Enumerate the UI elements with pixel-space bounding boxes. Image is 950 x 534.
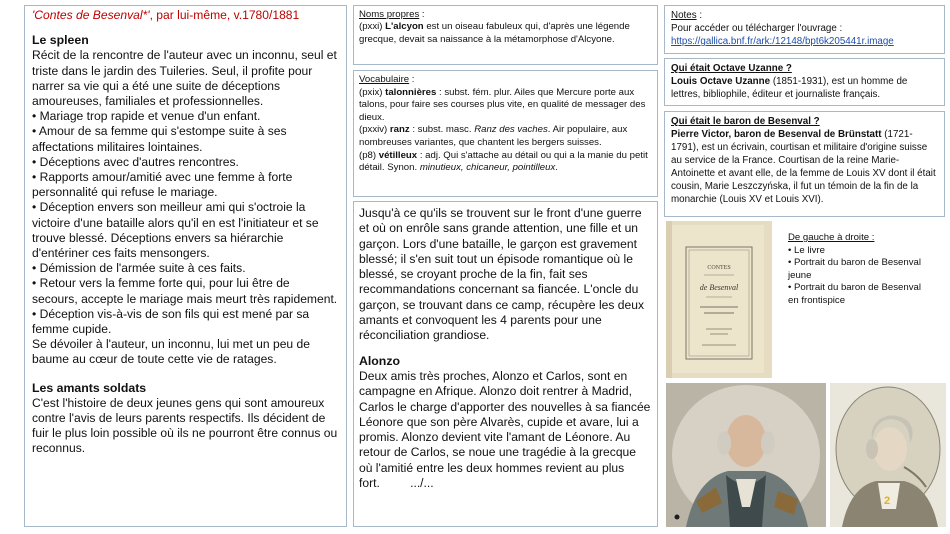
besenval-heading: Qui était le baron de Besenval ? [671,116,820,127]
spleen-line: • Amour de sa femme qui s'estompe suite à ses affectations militaires lointaines. [32,124,287,154]
summary-panel [24,5,347,527]
notes-box: Notes : Pour accéder ou télécharger l'ouvrage : https://gallica.bnf.fr/ark:/12148/bpt6k205441r.image [664,5,945,54]
vocabulary-definition-end: . Air populaire, aux nombreuses variantes, que chantent les bergers suisses. [359,124,628,148]
vocabulary-entry [359,150,652,175]
proper-noun-term: L'alcyon [385,21,424,33]
captions-heading: De gauche à droite : [788,232,875,243]
vocabulary-italic: Ranz des vaches [474,124,548,136]
spleen-line: • Déceptions avec d'autres rencontres. [32,154,239,169]
uzanne-name: Louis Octave Uzanne [671,76,771,87]
proper-nouns-box: Noms propres : (pxxi) L'alcyon est un oiseau fabuleux qui, d'après une légende grecque, devait sa naissance à la métamorphose d'Alcyone. [353,5,658,65]
besenval-box [664,111,945,217]
uzanne-box [664,58,945,106]
vocabulary-ref: (pxxiv) [359,124,388,136]
vocabulary-box: Vocabulaire : (pxix) talonnières : subst. fém. plur. Ailes que Mercure porte aux talons, pour faire ses courses plus vite, en qualité de messager des dieux. (pxxiv) ranz : subst. masc. Ranz des vaches. Air populaire, aux nombreuses variantes, que chantent les bergers suisses. (p8) vétilleux : adj. Qui s'attache au détail ou qui a la manie du petit détail. Synon. minutieux, chicaneur, pointilleux. [353,70,658,197]
vocabulary-definition: : subst. masc. [412,124,475,136]
book-cover-drawing [666,221,772,378]
caption-item: • Portrait du baron de Besenval jeune [788,257,921,281]
spleen-line: • Démission de l'armée suite à ces faits. [32,261,246,276]
vocabulary-definition: : adj. Qui s'attache au détail ou qui a la manie du petit détail. Synon. [359,149,648,174]
portrait-young-image [666,383,826,527]
vocabulary-definition-end: . [555,162,558,174]
caption-item: • Le livre [788,244,825,256]
vocabulary-term: ranz [389,124,410,136]
story-panel [353,201,658,527]
uzanne-text: (1851-1931), est un homme de lettres, bibliophile, éditeur et journaliste français. [671,76,908,100]
vocabulary-term: talonnières [385,86,437,98]
document-title [32,8,338,23]
section-heading-alonzo: Alonzo [359,353,400,368]
story-paragraph-2 [359,369,651,491]
proper-noun-definition: est un oiseau fabuleux qui, d'après une légende grecque, devait sa naissance à la métamorphose d'Alcyone. [359,21,630,45]
book-cover-image [666,221,772,378]
vocabulary-entry [359,87,652,125]
spleen-text [32,48,338,367]
spleen-line: • Retour vers la femme forte qui, pour lui être de secours, accepte le mariage mais meurt très rapidement. [32,276,338,306]
gallica-link[interactable]: https://gallica.bnf.fr/ark:/12148/bpt6k205441r.image [671,36,894,47]
vocabulary-definition: : subst. fém. plur. Ailes que Mercure porte aux talons, pour faire ses courses plus vite, en qualité de messager des dieux. [359,86,646,123]
besenval-text: (1721-1791), est un écrivain, courtisan et militaire d'origine suisse au service de la France. Courtisan de la reine Marie-Antoinette et avant elle, de la femme de Louis XV dont il était cousin, Marie Leszczyńska, il fut un témoin de la fin de la monarchie (Louis XV et Louis XVI). [671,129,936,205]
story-paragraph-1: Jusqu'à ce qu'ils se trouvent sur le front d'une guerre et où on enrôle sans grande attention, une fille et un garçon. Lors d'une bataille, le garçon est gravement blessé; il s'en suit tout un épisode romantique où le blessé, se croyant proche de la fin, fait ses recommandations concernant sa fiancée. L'oncle du garçon, se trouvant dans ce camp, récupère les deux amants et convoquent les 4 parents pour une réconciliation grandiose. [359,206,645,343]
book-title-large: de Besenval [699,283,739,292]
proper-nouns-heading: Noms propres [359,9,420,20]
title-work: 'Contes de Besenval*' [32,8,150,22]
section-heading-amants: Les amants soldats [32,380,147,395]
vocabulary-ref: (p8) [359,149,377,161]
portrait-young-drawing [666,383,826,527]
besenval-name: Pierre Victor, baron de Besenval de Brünstatt [671,129,882,140]
amants-text: C'est l'histoire de deux jeunes gens qui sont amoureux contre l'avis de leurs parents respectifs. Ils décident de fuir le plus loin possible où ils ne pourront être connus ou reconnus. [32,395,338,456]
title-rest: , par lui-même, v.1780/1881 [149,8,300,22]
vocabulary-heading: Vocabulaire [359,74,410,85]
spleen-line: • Déception vis-à-vis de son fils qui est mené par sa femme cupide. [32,306,310,337]
vocabulary-italic: minutieux, chicaneur, pointilleux [419,162,556,174]
spleen-line: • Mariage trop rapide et venue d'un enfant. [32,109,261,124]
vocabulary-list [359,87,652,175]
proper-noun-ref: (pxxi) [359,21,383,33]
portrait-frontispiece-image [830,383,946,527]
book-title-small: CONTES [707,265,731,271]
portrait-number: 2 [884,495,891,507]
spleen-line: • Déception envers son meilleur ami qui s'octroie la victoire d'une bataille alors qu'il en est l'initiateur et se trouve blessé. Déceptions envers sa hiérarchie d'entériner ces faits mensongers. [32,200,319,261]
uzanne-heading: Qui était Octave Uzanne ? [671,63,792,74]
caption-item: • Portrait du baron de Besenval en frontispice [788,282,921,306]
image-captions [788,232,928,308]
vocabulary-ref: (pxix) [359,86,383,98]
vocabulary-entry [359,124,652,149]
notes-line: Pour accéder ou télécharger l'ouvrage : [671,23,843,34]
continued-marker: .../... [410,476,434,491]
spleen-line: Récit de la rencontre de l'auteur avec un inconnu, seul et triste dans le jardin des Tuileries. Seul, il profite pour narrer sa vie qui a été une suite de déceptions amoureuses, familiales et professionnelles. [32,48,337,109]
spleen-line: • Rapports amour/amitié avec une femme à forte personnalité qui refuse le mariage. [32,170,293,200]
notes-heading: Notes [671,10,697,21]
alonzo-text: Deux amis très proches, Alonzo et Carlos, sont en campagne en Afrique. Alonzo doit rentrer à Madrid, Carlos le charge d'apporter des nouvelles à sa fiancée Léonore que son père Alvarès, cupide et avare, lui a promis. Alonzo devient vite l'amant de Léonore. Au retour de Carlos, se noue une tragédie à la grecque où l'amitié entre les deux hommes revient au plus fort. [359,368,651,491]
spleen-line: Se dévoiler à l'auteur, un inconnu, lui met un peu de baume au cœur de toute cette vie de ratages. [32,337,310,367]
vocabulary-term: vétilleux [378,149,418,161]
section-heading-spleen: Le spleen [32,33,89,48]
